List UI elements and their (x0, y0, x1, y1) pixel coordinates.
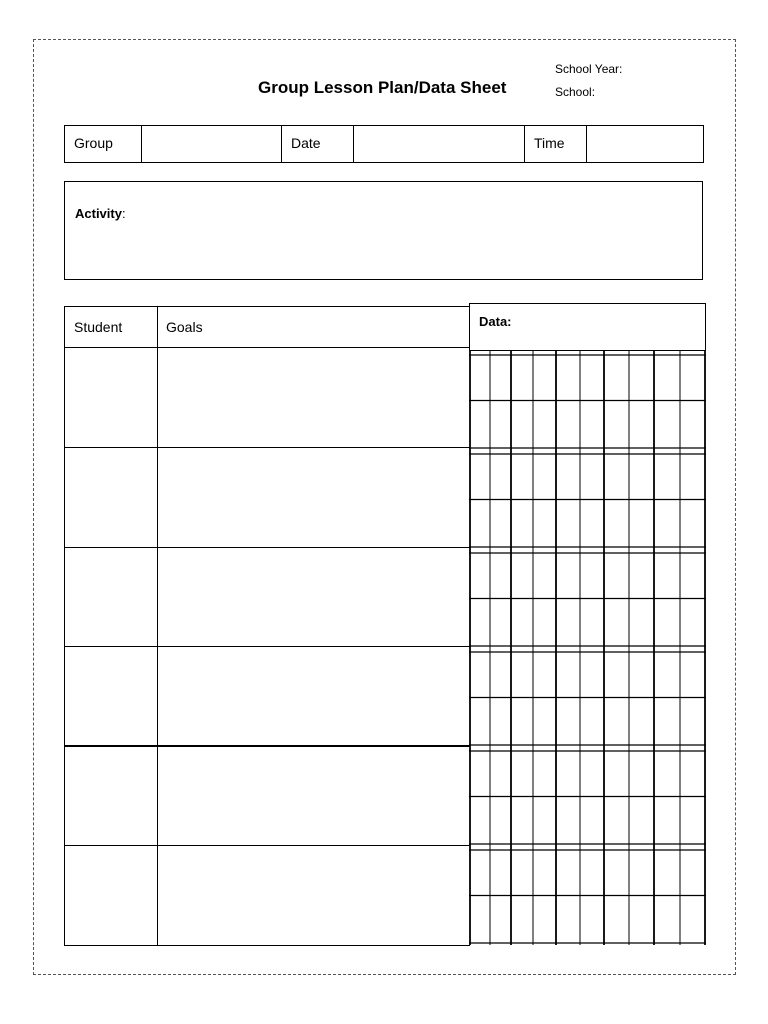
row-divider (65, 745, 470, 747)
school-year-label: School Year: (555, 62, 623, 76)
row-divider (65, 646, 470, 647)
page-title: Group Lesson Plan/Data Sheet (258, 78, 507, 97)
data-label: Data: (479, 314, 512, 329)
activity-box[interactable] (64, 181, 703, 280)
column-divider (157, 307, 158, 945)
activity-label: Activity: (75, 206, 126, 221)
header-divider (65, 347, 470, 348)
info-row-table (64, 125, 704, 163)
data-grid[interactable] (469, 351, 706, 945)
row-divider (65, 447, 470, 448)
row-divider (65, 945, 470, 946)
row-divider (65, 547, 470, 548)
date-label: Date (282, 126, 354, 162)
date-field[interactable] (354, 126, 525, 162)
school-label: School: (555, 85, 596, 99)
data-header-box (469, 303, 706, 351)
row-divider (65, 845, 470, 846)
time-field[interactable] (587, 126, 703, 162)
student-goals-table (64, 306, 469, 946)
time-label: Time (525, 126, 587, 162)
student-column-header: Student (74, 319, 123, 335)
group-label: Group (65, 126, 142, 162)
goals-column-header: Goals (166, 319, 203, 335)
data-grid-svg (469, 351, 706, 945)
group-field[interactable] (142, 126, 282, 162)
